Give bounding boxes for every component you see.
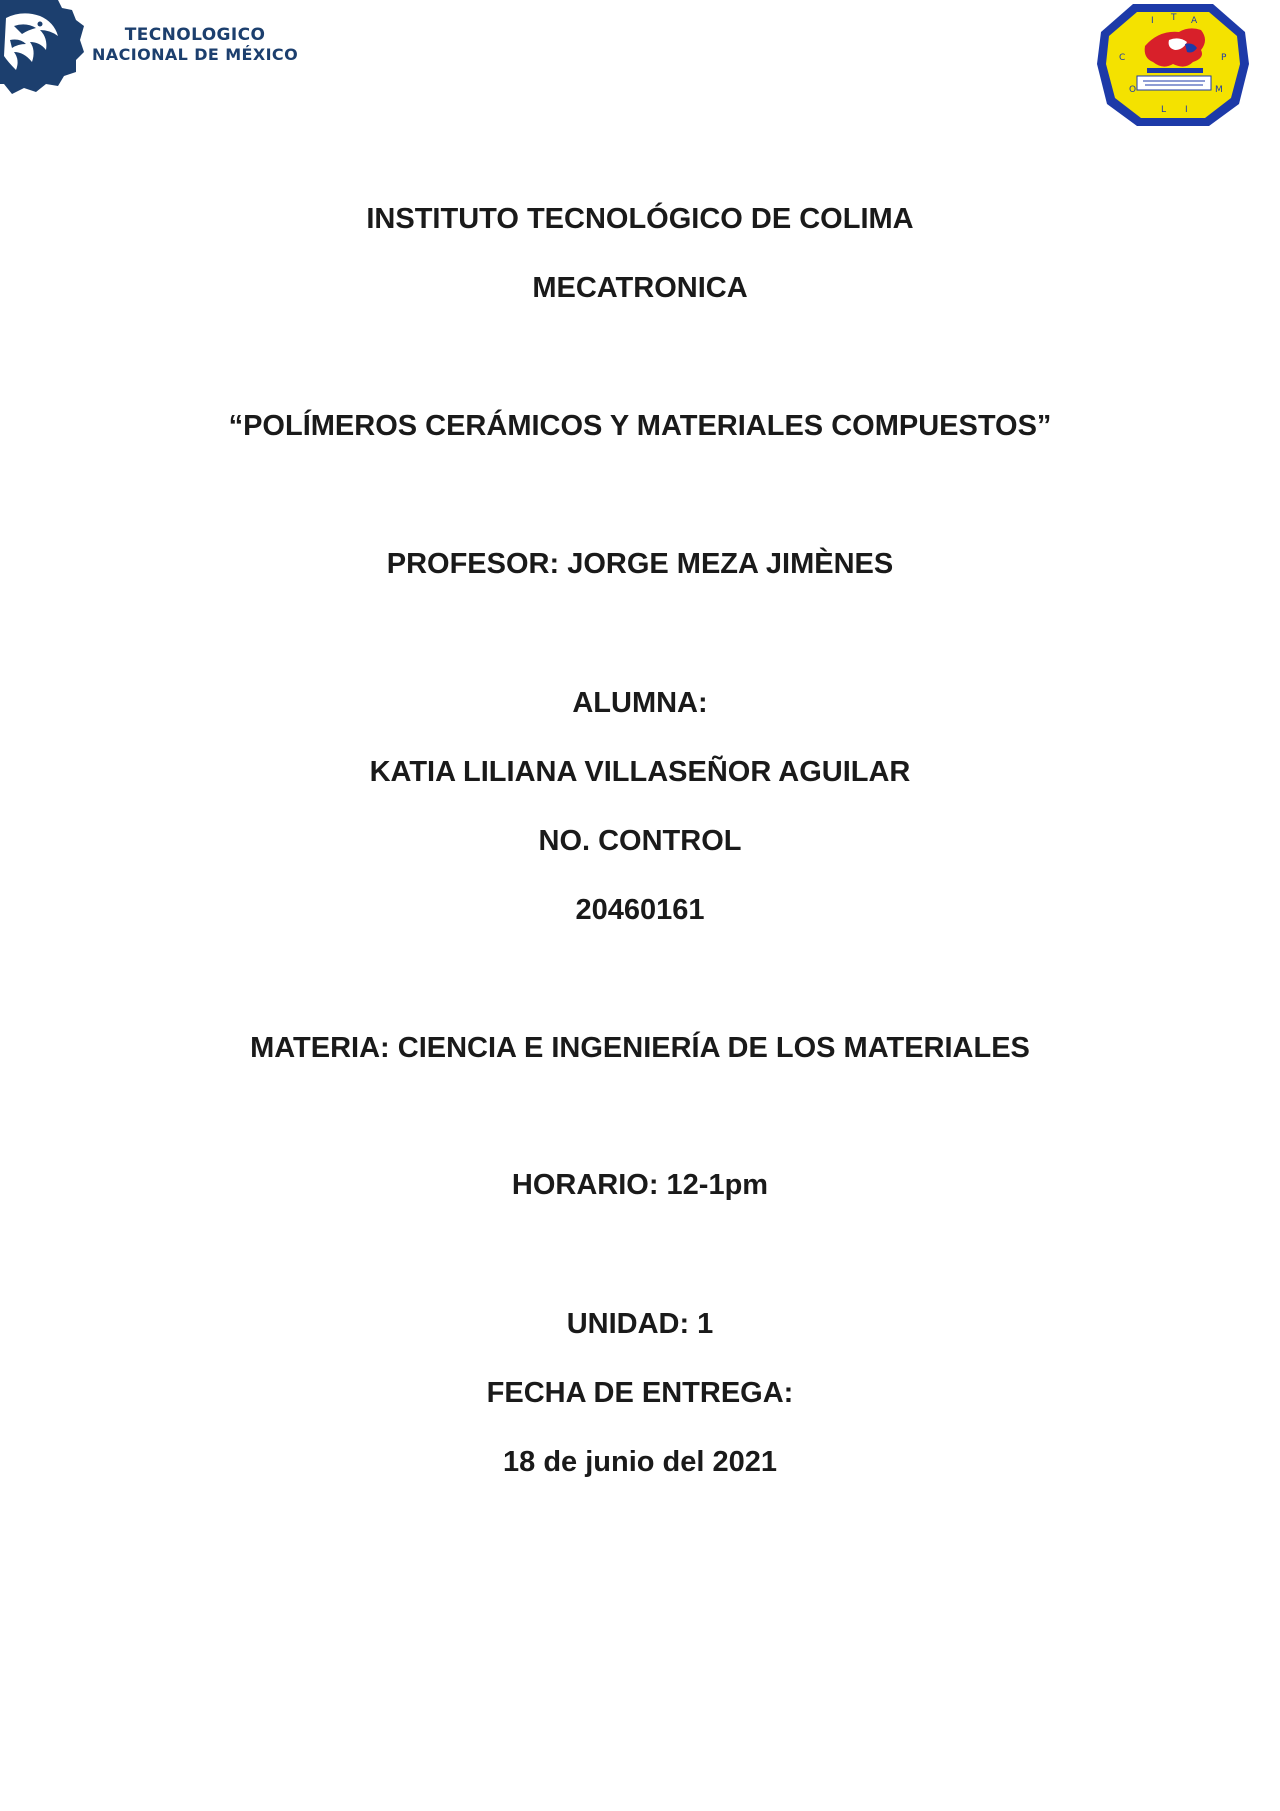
due-date-label: FECHA DE ENTREGA: [486,1377,794,1409]
svg-text:I: I [1185,105,1188,115]
due-date: 18 de junio del 2021 [503,1446,777,1478]
itc-seal-icon [1093,0,1253,130]
unit-line: UNIDAD: 1 [566,1308,714,1340]
tecnm-wordmark [92,26,298,64]
svg-text:C: C [1119,53,1126,63]
svg-text:M: M [1215,85,1223,95]
student-name: KATIA LILIANA VILLASEÑOR AGUILAR [369,756,911,788]
subject-line: MATERIA: CIENCIA E INGENIERÍA DE LOS MATERIALES [250,1032,1030,1064]
svg-text:P: P [1221,53,1227,63]
svg-text:I: I [1151,16,1154,26]
itc-seal-logo [1093,0,1253,130]
control-label: NO. CONTROL [538,825,742,857]
schedule-line: HORARIO: 12-1pm [511,1169,769,1201]
svg-text:T: T [1171,13,1177,23]
control-number: 20460161 [575,894,705,926]
document-title: “POLÍMEROS CERÁMICOS Y MATERIALES COMPUESTOS” [228,410,1052,442]
professor-line: PROFESOR: JORGE MEZA JIMÈNES [386,548,894,580]
tecnm-logo [0,0,320,105]
tecnm-gear-eagle-icon [0,0,86,105]
svg-text:A: A [1191,16,1198,26]
tecnm-line-1: TECNOLOGICO [124,25,266,45]
student-label: ALUMNA: [572,687,708,719]
institute-name: INSTITUTO TECNOLÓGICO DE COLIMA [366,203,914,235]
career-name: MECATRONICA [532,272,748,304]
tecnm-line-2: NACIONAL DE MÉXICO [92,45,299,64]
svg-text:L: L [1161,105,1167,115]
svg-text:O: O [1129,85,1137,95]
